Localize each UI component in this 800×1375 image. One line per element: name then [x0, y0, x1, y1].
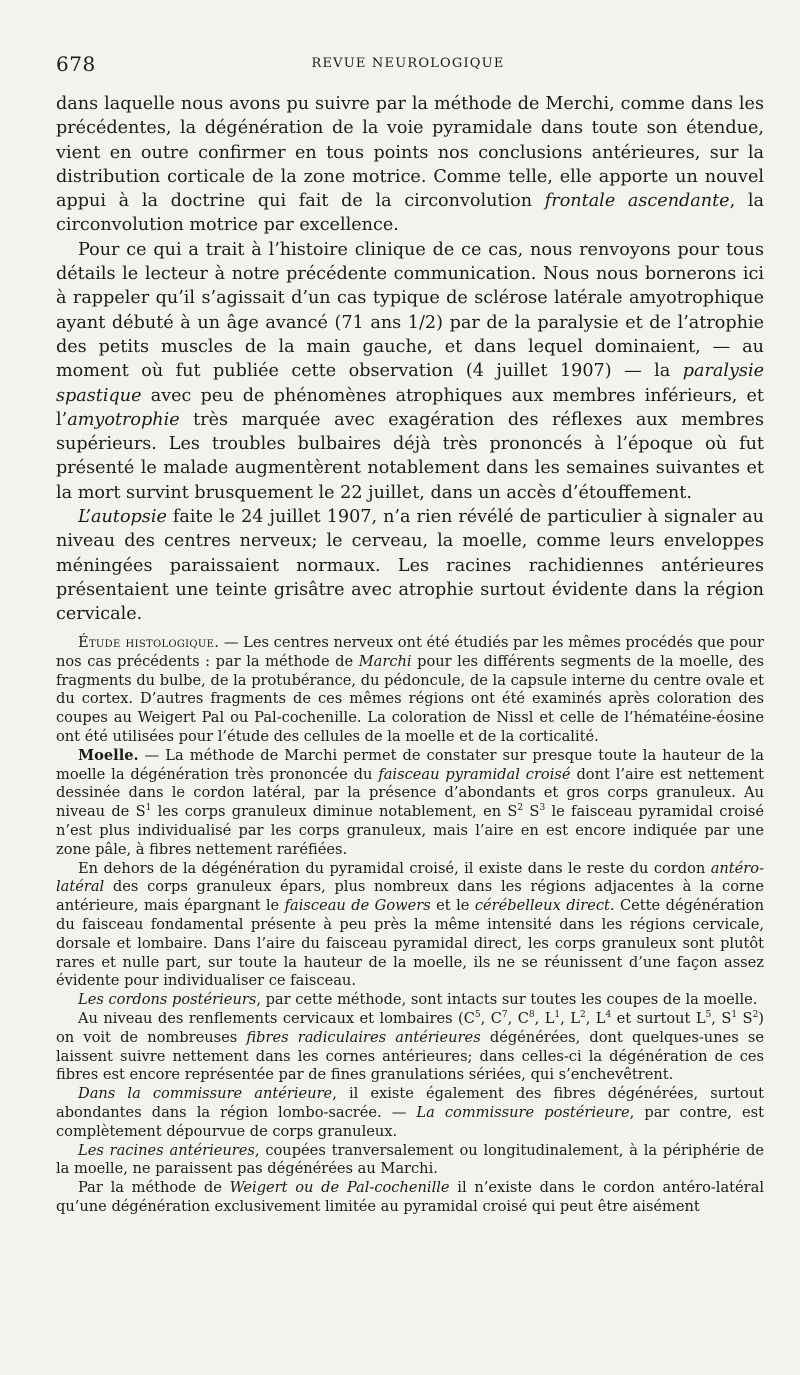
paragraph-clinical-history: Pour ce qui a trait à l’histoire clinique de ce cas, nous renvoyons pour tous détails le lecteur à notre précédente communication. Nous nous bornerons ici à rappeler qu’il s’agissait d’un cas typique de sclérose latérale amyotrophique ayant débuté à un âge avancé (71 ans 1/2) par de la paralysie et de l’atrophie des petits muscles de la main gauche, et dans lequel dominaient, — au moment où fut publiée cette observation (4 juillet 1907) — la paralysie spastique avec peu de phénomènes atrophiques aux membres inférieurs, et l’amyotrophie très marquée avec exagération des réflexes aux membres supérieurs. Les troubles bulbaires déjà très prononcés à l’époque où fut présenté le malade augmentèrent notablement dans les semaines suivantes et la mort survint brusquement le 22 juillet, dans un accès d’étouffement.: [56, 239, 764, 503]
section-heading-moelle: Moelle.: [78, 746, 139, 764]
paragraph-racines: Les racines antérieures, coupées tranversalement ou longitudinalement, à la périphérie de la moelle, ne paraissent pas dégénérées au Marchi.: [56, 1141, 764, 1178]
paragraph-dehors: En dehors de la dégénération du pyramidal croisé, il existe dans le reste du cordon antéro-latéral des corps granuleux épars, plus nombreux dans les régions adjacentes à la corne antérieure, mais épargnant le faisceau de Gowers et le cérébelleux direct. Cette dégénération du faisceau fondamental présente à peu près la même intensité dans les régions cervicale, dorsale et lombaire. Dans l’aire du faisceau pyramidal direct, les corps granuleux sont plutôt rares et nulle part, sur toute la hauteur de la moelle, ils ne se réunissent d’une façon assez évidente pour individualiser ce faisceau.: [56, 859, 764, 990]
paragraph-renflements: Au niveau des renflements cervicaux et lombaires ($C^5$, $C^7$, $C^8$, $L^1$, $L^2$, $L^4$ et surtout $L^5$, $S^1$ $S^2$) on voit de nombreuses fibres radiculaires antérieures dégénérées, dont quelques-unes se laissent suivre nettement dans les cornes antérieures; dans celles-ci la dégénération de ces fibres est encore représentée par de fines granulations sériées, qui s’enchevêtrent.: [56, 1009, 765, 1084]
paragraph-autopsy: L’autopsie faite le 24 juillet 1907, n’a rien révélé de particulier à signaler au niveau des centres nerveux; le cerveau, la moelle, comme leurs enveloppes méningées paraissaient normaux. Les racines rachidiennes antérieures présentaient une teinte grisâtre avec atrophie surtout évidente dans la région cervicale.: [56, 507, 764, 625]
paragraph-etude-histologique: Étude histologique. — Les centres nerveux ont été étudiés par les mêmes procédés que pour nos cas précédents : par la méthode de Marchi pour les différents segments de la moelle, des fragments du bulbe, de la protubérance, du pédoncule, de la capsule interne du centre ovale et du cortex. D’autres fragments de ces mêmes régions ont été examinés après coloration des coupes au Weigert Pal ou Pal-cochenille. La coloration de Nissl et celle de l’hématéine-éosine ont été utilisées pour l’étude des cellules de la moelle et de la corticalité.: [56, 634, 765, 745]
paragraph-cordons-posterieurs: Les cordons postérieurs, par cette méthode, sont intacts sur toutes les coupes de la moelle.: [78, 991, 758, 1009]
paragraph-commissure: Dans la commissure antérieure, il existe également des fibres dégénérées, surtout abondantes dans la région lombo-sacrée. — La commissure postérieure, par contre, est complètement dépourvue de corps granuleux.: [56, 1085, 765, 1140]
section-heading-etude: Étude histologique.: [78, 634, 220, 651]
histology-section: [56, 634, 764, 1217]
paragraph-weigert: Par la méthode de Weigert ou de Pal-cochenille il n’existe dans le cordon antéro-latéral qu’une dégénération exclusivement limitée au pyramidal croisé qui peut être aisément: [56, 1179, 765, 1215]
paragraph-moelle: Moelle. — La méthode de Marchi permet de constater sur presque toute la hauteur de la moelle la dégénération très prononcée du faisceau pyramidal croisé dont l’aire est nettement dessinée dans le cordon latéral, par la présence d’abondants et gros corps granuleux. Au niveau de $S^1$ les corps granuleux diminue notablement, en $S^2$ $S^3$ le faisceau pyramidal croisé n’est plus individualisé par les corps granuleux, mais l’aire en est encore indiquée par une zone pâle, à fibres nettement raréfiées.: [56, 746, 764, 858]
running-head: REVUE NEUROLOGIQUE: [311, 56, 505, 71]
page-header: [56, 52, 760, 76]
page-number: 678: [56, 52, 96, 76]
paragraph-continuation: dans laquelle nous avons pu suivre par la méthode de Merchi, comme dans les précédentes, la dégénération de la voie pyramidale dans toute son étendue, vient en outre confirmer en tous points nos conclusions antérieures, sur la distribution corticale de la zone motrice. Comme telle, elle apporte un nouvel appui à la doctrine qui fait de la circonvolution frontale ascendante, la circonvolution motrice par excellence.: [56, 94, 764, 236]
intro-section: [56, 92, 764, 627]
